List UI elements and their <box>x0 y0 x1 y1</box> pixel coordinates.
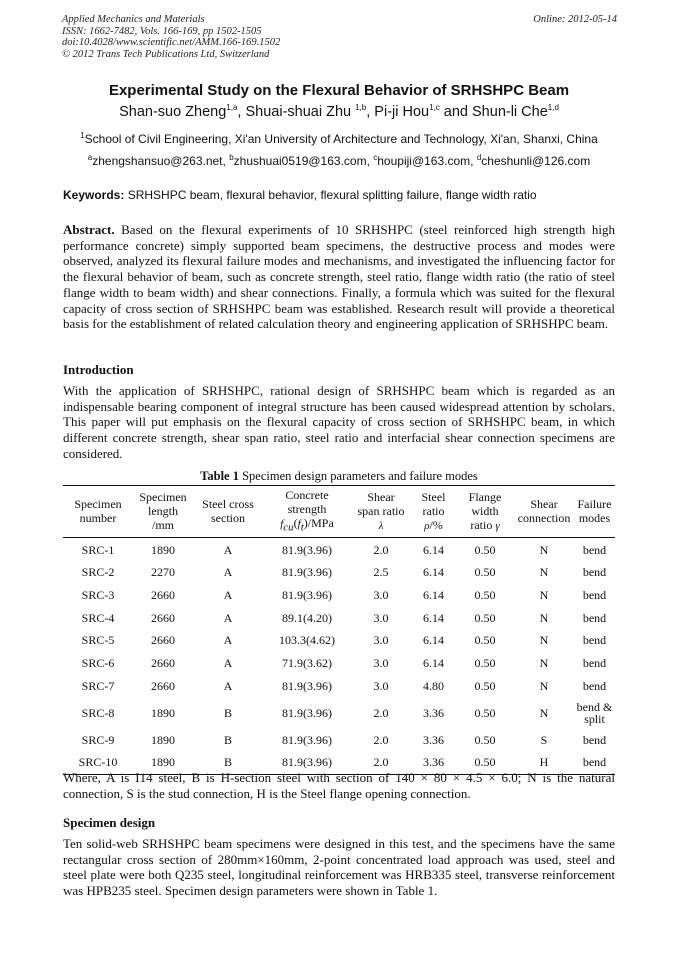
copyright: © 2012 Trans Tech Publications Ltd, Switzerland <box>62 48 270 60</box>
table-cell: 2660 <box>151 610 175 625</box>
table-cell: 3.0 <box>373 610 389 625</box>
table-cell: 81.9(3.96) <box>282 565 332 580</box>
table-cell: 0.50 <box>474 542 496 557</box>
table-cell: 2660 <box>151 678 175 693</box>
table-cell: SRC-7 <box>81 678 115 693</box>
paper-title: Experimental Study on the Flexural Behavior of SRHSHPC Beam <box>108 82 570 99</box>
table-note: Where, A is I14 steel, B is H-section steel with section of 140 × 80 × 4.5 × 6.0; N is the natural connection, S is the stud connection, H is the Steel flange opening connection. <box>63 770 615 801</box>
col-header-length: Specimen length /mm <box>133 486 193 538</box>
col-header-flange: Flange width ratio γ <box>456 486 514 538</box>
table-cell: B <box>223 705 232 720</box>
email-link[interactable]: zhushuai0519@163.com, <box>233 154 374 168</box>
author-sep: , <box>366 104 375 120</box>
table-cell: 2.0 <box>373 705 389 720</box>
table-cell: 1890 <box>133 751 193 774</box>
table-cell: 2.0 <box>373 732 389 747</box>
affiliation-text: School of Civil Engineering, Xi'an University of Architecture and Technology, Xi'an, Shanxi, China <box>84 132 598 146</box>
table-cell: SRC-6 <box>81 656 115 671</box>
table-cell: N <box>539 656 549 671</box>
table-cell: 0.50 <box>474 732 496 747</box>
section-heading-specimen-design: Specimen design <box>63 815 156 830</box>
table-cell: bend <box>582 565 607 580</box>
table-cell: bend <box>582 732 607 747</box>
keywords <box>63 188 623 202</box>
email-sup: d <box>476 153 482 162</box>
author-sup: 1,b <box>355 103 367 113</box>
table-cell: A <box>223 656 233 671</box>
table-caption <box>0 469 678 484</box>
specimen-table <box>63 485 615 775</box>
table-cell: 71.9(3.62) <box>282 656 332 671</box>
author-sep: and <box>439 104 473 120</box>
table-cell: A <box>223 565 233 580</box>
table-cell: 0.50 <box>474 565 496 580</box>
col-header-failure: Failure modes <box>574 486 615 538</box>
table-cell: 0.50 <box>474 610 496 625</box>
table-cell: 3.0 <box>373 588 389 603</box>
author-name: Pi-ji Hou <box>374 104 430 120</box>
table-cell: 81.9(3.96) <box>282 542 332 557</box>
table-cell: bend <box>582 678 607 693</box>
table-cell: 81.9(3.96) <box>282 678 332 693</box>
introduction-text: With the application of SRHSHPC, rational design of SRHSHPC beam which is regarded as an indispensable bearing component of integral structure has been caused widespread attention by scholars. This paper will put emphasis on the flexural capacity of cross section of SRHSHPC beam, in which different concrete strength, shear span ratio, steel ratio and interfacial shear connection specimens are considered. <box>63 383 615 461</box>
table-cell: SRC-1 <box>81 542 115 557</box>
table-cell: 2270 <box>151 565 175 580</box>
table-cell: A <box>223 678 233 693</box>
col-header-concrete: Concrete strength $f_{cu}(f_t)$/MPa <box>263 486 351 538</box>
table-row <box>63 629 615 652</box>
table-cell: A <box>223 610 233 625</box>
table-cell: SRC-8 <box>81 705 115 720</box>
col-header-steel: Steel cross section <box>193 486 263 538</box>
table-cell: N <box>539 588 549 603</box>
table-cell: 6.14 <box>423 542 444 557</box>
table-cell: 1890 <box>151 732 175 747</box>
affiliation-sup: 1 <box>80 131 85 140</box>
table-cell: N <box>539 542 549 557</box>
table-cell: A <box>223 542 233 557</box>
table-cell: 1890 <box>151 542 175 557</box>
table-cell: bend <box>582 633 607 648</box>
table-cell: S <box>540 732 548 747</box>
table-cell: 3.36 <box>423 732 444 747</box>
table-caption-label: Table 1 <box>200 469 239 483</box>
table-cell: 0.50 <box>474 588 496 603</box>
journal-header <box>62 14 617 60</box>
online-date: Online: 2012-05-14 <box>533 14 617 25</box>
table-cell: N <box>539 705 549 720</box>
table-cell: SRC-3 <box>81 588 115 603</box>
table-cell: 4.80 <box>423 678 444 693</box>
author-name: Shuai-shuai Zhu <box>245 104 356 120</box>
keywords-text: SRHSHPC beam, flexural behavior, flexural splitting failure, flange width ratio <box>127 188 537 202</box>
table-cell: 81.9(3.96) <box>282 732 332 747</box>
table-cell: A <box>223 588 233 603</box>
table-cell: 2.0 <box>373 542 389 557</box>
table-caption-text: Specimen design parameters and failure modes <box>238 469 478 483</box>
author-sup: 1,c <box>429 103 440 113</box>
table-cell: 0.50 <box>474 656 496 671</box>
table-cell: 0.50 <box>474 678 496 693</box>
table-row <box>63 697 615 728</box>
abstract-text: Based on the flexural experiments of 10 SRHSHPC (steel reinforced high strength high performance concrete) simply supported beam specimens, the destructive process and modes were observed, analyzed its flexural failure modes and mechanisms, and investigated the influencing factor for the flexural behavior of beam, such as concrete strength, steel ratio, flange width ratio (the ratio of steel flange width to beam width) and shear connections. Finally, a formula which was suited for the flexural capacity of cross section of SRHSHPC beam was established. Research result will provide a theoretical basis for the establishment of related calculation theory and engineering application of SRHSHPC beam. <box>63 222 615 332</box>
specimen-design-text: Ten solid-web SRHSHPC beam specimens were designed in this test, and the specimens have the same rectangular cross section of 280mm×160mm, 2-point concentrated load approach was used, steel and steel plate were both Q235 steel, longitudinal reinforcement was HRB335 steel, transverse reinforcement was HPB235 steel. Specimen design parameters were shown in Table 1. <box>63 836 615 899</box>
table-cell: 0.50 <box>474 633 496 648</box>
table-cell: 81.9(3.96) <box>282 588 332 603</box>
table-cell: 1890 <box>151 705 175 720</box>
table-cell: 6.14 <box>423 610 444 625</box>
author-sup: 1,d <box>547 103 559 113</box>
table-cell: N <box>539 633 549 648</box>
table-cell: B <box>193 751 263 774</box>
affiliation <box>0 132 678 146</box>
email-sup: b <box>229 153 234 162</box>
author-sep: , <box>237 104 246 120</box>
table-row <box>63 561 615 584</box>
table-row <box>63 584 615 607</box>
table-cell: H <box>514 751 574 774</box>
col-header-shear-span: Shear span ratio λ <box>351 486 411 538</box>
email-list <box>0 154 678 168</box>
author-name: Shan-suo Zheng <box>119 104 227 120</box>
table-cell: 6.14 <box>423 633 444 648</box>
table-row <box>63 728 615 751</box>
table-cell: bend <box>582 610 607 625</box>
section-heading-introduction: Introduction <box>63 362 134 377</box>
table-cell: N <box>539 565 549 580</box>
table-cell: 81.9(3.96) <box>263 751 351 774</box>
doi: doi:10.4028/www.scientific.net/AMM.166-169.1502 <box>62 37 281 48</box>
email-link[interactable]: houpiji@163.com, <box>377 154 477 168</box>
table-cell: A <box>223 633 233 648</box>
table-row <box>63 652 615 675</box>
table-cell: 3.0 <box>373 678 389 693</box>
table-cell: bend <box>582 542 607 557</box>
table-header-row <box>63 486 615 538</box>
table-row <box>63 606 615 629</box>
author-list <box>0 104 678 120</box>
table-cell: 2.0 <box>351 751 411 774</box>
email-sup: c <box>373 153 378 162</box>
table-cell: 6.14 <box>423 565 444 580</box>
table-cell: N <box>539 678 549 693</box>
keywords-label: Keywords: <box>63 188 125 202</box>
col-header-specimen: Specimen number <box>63 486 133 538</box>
author-sup: 1,a <box>226 103 238 113</box>
table-cell: 3.0 <box>373 656 389 671</box>
table-cell: 2660 <box>151 588 175 603</box>
col-header-steel-ratio: Steel ratio ρ/% <box>411 486 456 538</box>
table-cell: B <box>223 732 232 747</box>
email-link[interactable]: zhengshansuo@263.net, <box>92 154 230 168</box>
table-cell: 2660 <box>151 633 175 648</box>
table-cell: bend <box>574 751 615 774</box>
table-cell: 2660 <box>151 656 175 671</box>
table-cell: SRC-4 <box>81 610 115 625</box>
author-name: Shun-li Che <box>472 104 548 120</box>
abstract <box>63 222 615 332</box>
table-row <box>63 675 615 698</box>
table-cell: SRC-10 <box>63 751 133 774</box>
table-cell: 3.36 <box>411 751 456 774</box>
issn: ISSN: 1662-7482, Vols. 166-169, pp 1502-1505 <box>62 25 262 37</box>
email-sup: a <box>87 153 93 162</box>
table-cell: 0.50 <box>456 751 514 774</box>
table-cell: SRC-5 <box>81 633 115 648</box>
abstract-label: Abstract. <box>63 222 115 237</box>
table-cell: 3.0 <box>373 633 389 648</box>
table-cell: 2.5 <box>373 565 389 580</box>
table-cell: N <box>539 610 549 625</box>
table-cell: bend <box>582 588 607 603</box>
table-cell: 0.50 <box>474 705 496 720</box>
table-row <box>63 538 615 561</box>
table-cell: 81.9(3.96) <box>282 705 332 720</box>
col-header-connection: Shear connection <box>514 486 574 538</box>
journal-name: Applied Mechanics and Materials <box>62 14 205 25</box>
table-cell: bend <box>582 656 607 671</box>
table-cell: SRC-2 <box>81 565 115 580</box>
table-cell: bend & split <box>576 699 613 726</box>
table-cell: 89.1(4.20) <box>282 610 332 625</box>
table-cell: 6.14 <box>423 588 444 603</box>
table-cell: 103.3(4.62) <box>279 633 335 648</box>
table-cell: 6.14 <box>423 656 444 671</box>
table-cell: 3.36 <box>423 705 444 720</box>
table-cell: SRC-9 <box>81 732 115 747</box>
email-link[interactable]: cheshunli@126.com <box>481 154 591 168</box>
